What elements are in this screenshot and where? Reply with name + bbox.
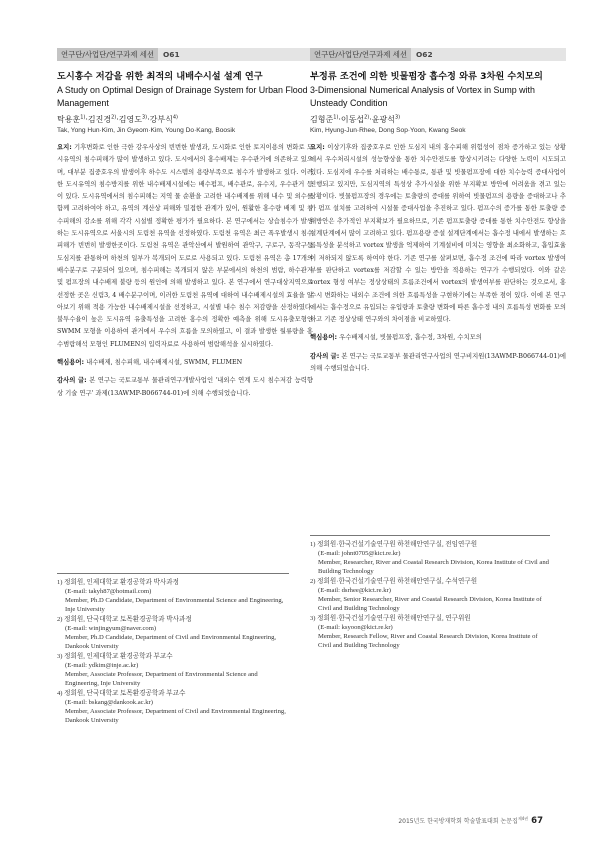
- page-footer: [398, 816, 543, 826]
- footnote-email: (E-mail: ksyoon@kict.re.kr): [318, 624, 393, 631]
- abstract-text: 이상기후와 집중호우로 인한 도심지 내의 홍수피해 위험성이 점차 증가하고 있는 상황에서 우수처리시설의 성능향상을 통한 치수안전도를 향상시키려는 다양한 노력이 시도되고 있다. 도심지에 우수를 처리하는 배수통로, 통관 및 빗물펌프장에 대한 치수능력 증대사업이 진행되고 있지만, 도심지역의 특성상 추가시설을 위한 부지확보 방안에 어려움을 겪고 있는 상황이다. 빗물펌프장의 경우에는 토출량의 증대를 위하여 빗물펌프의 용량을 증대하고나 추가 펌프 설치를 고려하여 시설물 증대사업을 추진하고 있다. 펌프수의 증가를 통한 토출량 증대방안은 추가적인 부지확보가 필요하므로, 기존 펌프토출량 증대를 통한 치수안전도 향상을 설계단계에서 많이 고려하고 있다. 펌프용량 증설 설계단계에서는 흡수정 내에서 발생하는 흐름특성을 분석하고 vortex 발생을 억제하여 기계설비에 미치는 영향을 최소화하고, 흡입효율이 저하되지 않도록 하여야 한다.: [310, 144, 566, 262]
- conference-name: 2015년도 한국방재학회 학술발표대회 논문집: [398, 818, 518, 825]
- abstract: [57, 142, 313, 351]
- right-article: [310, 48, 566, 375]
- author-footnote-mark: 3): [141, 114, 148, 121]
- footnote: [310, 577, 550, 613]
- author-footnote-mark: 2): [364, 114, 370, 121]
- author-list-korean: 김형준$^{1)}$·이동섭$^{2)}$·윤광석$^{3)}$: [310, 114, 401, 124]
- author-footnote-mark: 1): [333, 114, 339, 121]
- abstract-label: 요지:: [310, 144, 325, 151]
- footnote: [310, 614, 550, 650]
- author-name: 김진경: [87, 115, 112, 124]
- article-title-english: 3-Dimensional Numerical Analysis of Vortex in Sump with Unsteady Condition: [310, 85, 535, 108]
- keywords-label: 핵심용어:: [310, 334, 338, 342]
- acknowledgement-text: 본 연구는 국토교통부 물관리연구개발사업인 '내외수 연계 도시 침수저감 능력향상 기술 연구' 과제(13AWMP-B066744-01)에 의해 수행되었습니다.: [57, 377, 313, 397]
- footnote-affiliation: 1) 정회원·한국건설기술연구원 하천해안연구실, 전임연구원: [310, 541, 478, 548]
- footnote: [57, 652, 289, 688]
- footnote-email: (E-mail: winjingyum@naver.com): [65, 625, 157, 632]
- author-list-english: Tak, Yong Hun·Kim, Jin Gyeom·Kim, Young Do·Kang, Boosik: [57, 127, 236, 134]
- keywords: [57, 357, 313, 369]
- keywords: [310, 332, 566, 344]
- author-footnote-mark: 1): [80, 114, 86, 121]
- keywords-text: 내수배제, 침수피해, 내수배제시설, SWMM, FLUMEN: [86, 359, 243, 367]
- footnote-email: (E-mail: bskang@dankook.ac.kr): [65, 699, 153, 706]
- footnote-affiliation: 1) 정회원, 인제대학교 환경공학과 박사과정: [57, 579, 180, 586]
- article-title-korean: 도시홍수 저감을 위한 최적의 내배수시설 설계 연구: [57, 71, 263, 82]
- keywords-label: 핵심용어:: [57, 359, 85, 367]
- footnote-english: Member, Associate Professor, Department of Civil and Environmental Engineering, Dankook University: [65, 708, 286, 724]
- session-number: O61: [163, 50, 180, 59]
- author-name: 김영도: [118, 115, 142, 124]
- footnote-affiliation: 2) 정회원·한국건설기술연구원 하천해안연구실, 수석연구원: [310, 578, 478, 585]
- author-name: 윤광석: [371, 115, 395, 124]
- author-name: 김형준: [310, 115, 334, 124]
- footnote-english: Member, Ph.D Candidate, Department of Environmental Science and Engineering, Inje University: [65, 597, 284, 613]
- author-name: 이동섭: [340, 115, 365, 124]
- article-title-english: A Study on Optimal Design of Drainage System for Urban Flood Management: [57, 85, 308, 108]
- footnote: [57, 689, 289, 725]
- session-label: 연구단/사업단/연구과제 세션: [57, 48, 158, 61]
- author-name: 탁용훈: [57, 115, 81, 124]
- acknowledgement: [57, 375, 313, 400]
- abstract-text-continued: 기존 연구를 살펴보면, 흡수정 조건에 따라 vortex 발생여부를 판단하고 vortex를 저감할 수 있는 방안을 적용하는 연구가 수행되었다. 이와 같은 vortex 형성 여부는 정상상태의 흐름조건에서 vortex의 발생여부를 판단하는 것으로서, 홍수시 변화하는 내외수 조건에 의한 흐름특성을 구현하기에는 부족한 점이 있다. 이에 본 연구에서는 흡수정으로 유입되는 유입량과 토출량 변화에 따른 흡수정 내의 흐름특성 변화를 모의하고 기존 정상상태 연구와의 차이점을 비교하였다.: [310, 254, 566, 324]
- right-footnotes: [310, 535, 550, 651]
- volume-mark: 제4권: [517, 816, 529, 821]
- footnote-english: Member, Ph.D Candidate, Department of Civil and Environmental Engineering, Dankook University: [65, 634, 277, 650]
- session-label: 연구단/사업단/연구과제 세션: [310, 48, 411, 61]
- footnote-email: (E-mail: johnt0705@kict.re.kr): [318, 550, 401, 557]
- footnote: [57, 578, 289, 614]
- page-number: 67: [531, 816, 543, 826]
- author-list-korean: 탁용훈$^{1)}$·김진경$^{2)}$·김영도$^{3)}$·강부식$^{4)}$: [57, 114, 178, 124]
- footnote-english: Member, Researcher, River and Coastal Research Division, Korea Institute of Civil and Building Technology: [318, 559, 549, 575]
- session-number: O62: [416, 50, 433, 59]
- session-header: [310, 48, 566, 61]
- footnote-email: (E-mail: ydkim@inje.ac.kr): [65, 662, 139, 669]
- keywords-text: 우수배제시설, 빗물펌프장, 흡수정, 3차원, 수치모의: [339, 334, 482, 342]
- acknowledgement-label: 감사의 글:: [57, 377, 87, 385]
- footnote-affiliation: 3) 정회원, 인제대학교 환경공학과 부교수: [57, 653, 173, 660]
- session-header: [57, 48, 313, 61]
- author-footnote-mark: 3): [394, 114, 401, 121]
- footnote-affiliation: 4) 정회원, 단국대학교 토목환경공학과 부교수: [57, 690, 186, 697]
- acknowledgement-label: 감사의 글:: [310, 352, 340, 360]
- abstract: [310, 142, 566, 326]
- left-article: [57, 48, 313, 400]
- acknowledgement-text: 본 연구는 국토교통부 물관리연구사업의 연구비지원(13AWMP-B066744-01)에 의해 수행되었습니다.: [310, 352, 566, 373]
- footnote: [310, 540, 550, 576]
- author-name: 강부식: [149, 115, 173, 124]
- author-list-english: Kim, Hyung-Jun·Rhee, Dong Sop·Yoon, Kwang Seok: [310, 127, 466, 134]
- article-title-korean: 부정류 조건에 의한 빗물펌장 흡수정 와류 3차원 수치모의: [310, 71, 543, 82]
- author-footnote-mark: 4): [172, 114, 178, 121]
- footnote-english: Member, Research Fellow, River and Coastal Research Division, Korea Institute of Civil and Building Technology: [318, 633, 538, 649]
- footnote: [57, 615, 289, 651]
- acknowledgement: [310, 351, 566, 376]
- footnote-email: (E-mail: takyh87@hotmail.com): [65, 588, 152, 595]
- footnote-email: (E-mail: dsrhee@kict.re.kr): [318, 587, 391, 594]
- author-footnote-mark: 2): [111, 114, 117, 121]
- footnote-english: Member, Senior Researcher, River and Coastal Research Division, Korea Institute of Civil and Building Technology: [318, 596, 542, 612]
- footnote-affiliation: 2) 정회원, 단국대학교 토목환경공학과 박사과정: [57, 616, 192, 623]
- abstract-text: 기후변화로 인한 극한 강우사상의 빈번한 발생과, 도시화로 인한 토지이용의 변화로 도시유역의 침수피해가 많이 발생하고 있다. 도시에서의 홍수배제는 우수관거에 의존하고 있으며, 대부분 집중호우의 발생이후 하수도 시스템의 용량부족으로 침수가 발생하고 있다. 이러한 도시유역의 침수방지를 위한 내수배제시설에는 배수펌프, 배수관로, 유수지, 우수관거 등이 있다. 도시유역에서의 침수피해는 지역 물 순환을 고려한 내수배제를 위해 내수 및 외수를 함께 고려하여야 하고, 유역의 계산상 피해와 밀접한 관계가 있어, 원활한 홍수량 배제 및 침수피해의 감소를 위해 각각 시설별 정확한 평가가 필요하다. 본 연구에서는 상습침수가 발생하는 도시유역으로 서울시의 도림천 유역을 선정하였다. 도림천 유역은 최근 폭우발생시 침수 피해가 빈번히 발생한곳이다. 도림천 유역은 관악산에서 발원하여 관악구, 구로구, 동작구등 도심지를 관통하며 하천의 일부가 복개되어 도로로 사용되고 있다. 도림천 유역은 총 17개의 배수분구로 구분되어 있으며, 침수피해는 복개되지 않은 부분에서의 하천의 범람, 하수관거 및 펌프장의 내수배제 불량 등의 원인에 의해 발생하고 있다. 본 연구에서 연구대상지역으로 선정한 곳은 신림3, 4 배수분구이며, 이러한 도림천 유역에 대하여 내수배제시설의 효율을 알아보기 위해 적용 가능한 내수배제시설을 선정하고, 시설별 내수 침수 저감량을 산정하였다. 불투수율이 높은 도시유역 유출특성을 고려한 홍수의 정확한 예측을 위해 도시유출모형인 SWMM 모형을 이용하여 관거에서 우수의 흐름을 모의하였고, 이 결과 발생한 월류량을 홍수범람해석 모형인 FLUMEN의 입력자료로 사용하여 범람해석을 실시하였다.: [57, 144, 313, 348]
- footnote-affiliation: 3) 정회원·한국건설기술연구원 하천해안연구실, 연구위원: [310, 615, 471, 622]
- footnote-english: Member, Associate Professor, Department of Environmental Science and Engineering, Inje University: [65, 671, 258, 687]
- left-footnotes: [57, 573, 289, 726]
- abstract-label: 요지:: [57, 144, 72, 151]
